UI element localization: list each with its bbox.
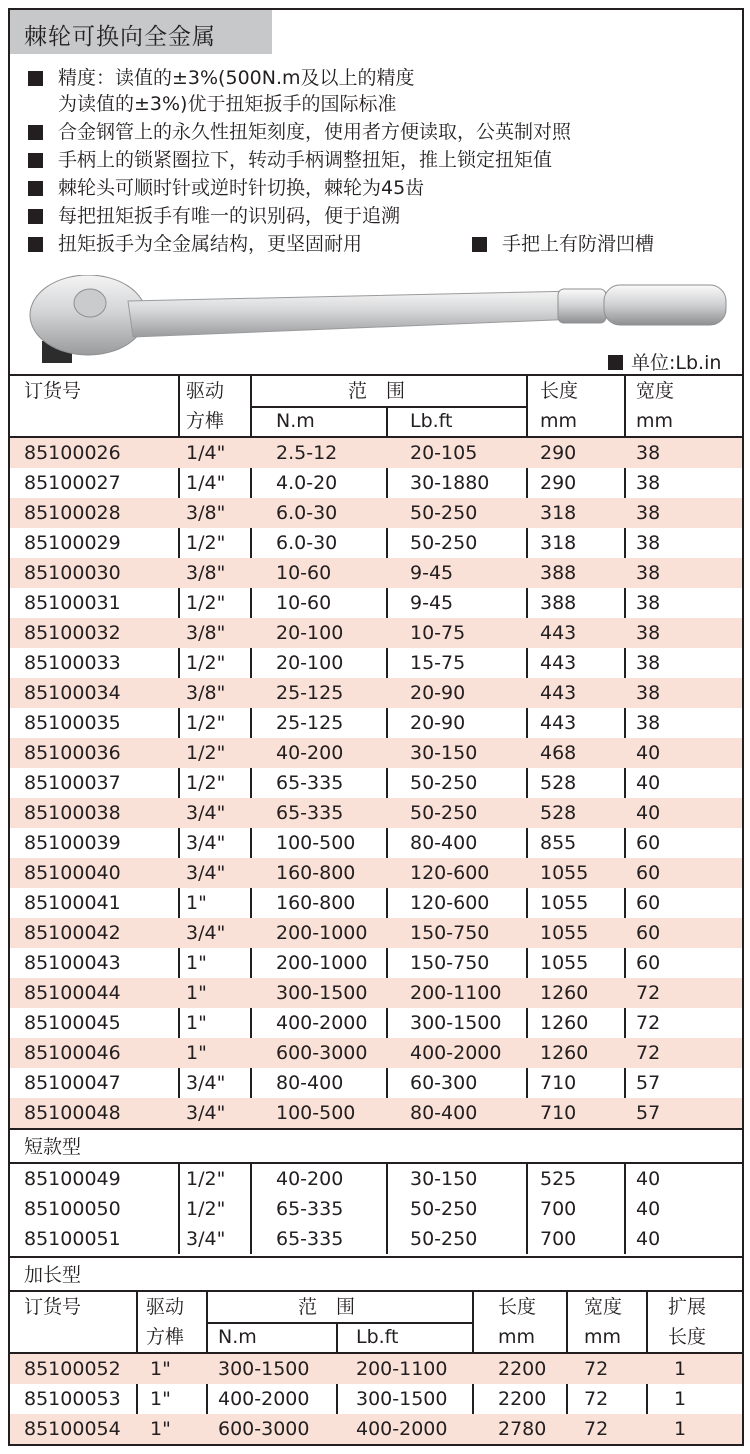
table-cell: 85100032 [24, 622, 121, 644]
table-cell: 300-1500 [410, 1012, 502, 1034]
table-cell: 3/4" [186, 862, 226, 884]
header-length-unit: mm [540, 410, 578, 432]
short-section-title: 短款型 [24, 1136, 82, 1158]
table-cell: 85100042 [24, 922, 121, 944]
table-cell: 290 [540, 472, 577, 494]
table-cell: 6.0-30 [276, 532, 338, 554]
table-cell: 400-2000 [276, 1012, 368, 1034]
table-cell: 388 [540, 592, 577, 614]
table-cell: 200-1100 [410, 982, 502, 1004]
unit-label [608, 348, 721, 375]
long-header-drive-sub: 方榫 [146, 1326, 185, 1348]
table-cell: 15-75 [410, 652, 466, 674]
table-cell: 1/2" [186, 1168, 226, 1190]
table-cell: 10-75 [410, 622, 466, 644]
long-header-order-no: 订货号 [24, 1296, 82, 1318]
table-cell: 1" [186, 952, 207, 974]
long-header-length: 长度 [498, 1296, 537, 1318]
header-drive: 驱动 [186, 380, 225, 402]
table-cell: 1/4" [186, 472, 226, 494]
long-header-width: 宽度 [584, 1296, 623, 1318]
table-cell: 57 [636, 1072, 661, 1094]
table-cell: 528 [540, 772, 577, 794]
table-cell: 85100047 [24, 1072, 121, 1094]
table-cell: 72 [584, 1418, 609, 1440]
long-header-ext: 扩展 [668, 1296, 707, 1318]
table-cell: 40 [636, 1168, 661, 1190]
table-cell: 50-250 [410, 1198, 478, 1220]
table-cell: 443 [540, 622, 577, 644]
table-cell: 57 [636, 1102, 661, 1124]
long-header-range: 范 围 [298, 1296, 356, 1318]
table-cell: 85100027 [24, 472, 121, 494]
header-length: 长度 [540, 380, 579, 402]
feature-item: 为读值的±3%)优于扭矩扳手的国际标准 [58, 93, 397, 115]
table-cell: 300-1500 [276, 982, 368, 1004]
divider [250, 1164, 252, 1254]
header-range: 范 围 [348, 380, 406, 402]
table-cell: 20-100 [276, 652, 344, 674]
table-cell: 1055 [540, 952, 589, 974]
table-cell: 85100045 [24, 1012, 121, 1034]
long-header-ext-sub: 长度 [668, 1326, 707, 1348]
table-cell: 85100041 [24, 892, 121, 914]
table-cell: 20-90 [410, 682, 466, 704]
long-section-title: 加长型 [24, 1264, 82, 1286]
bullet-icon [472, 237, 487, 252]
table-cell: 85100026 [24, 442, 121, 464]
table-cell: 700 [540, 1228, 577, 1250]
table-cell: 85100052 [24, 1358, 121, 1380]
table-cell: 1 [674, 1358, 687, 1380]
table-cell: 38 [636, 502, 661, 524]
table-cell: 3/8" [186, 622, 226, 644]
table-cell: 40 [636, 742, 661, 764]
table-cell: 120-600 [410, 862, 490, 884]
table-cell: 388 [540, 562, 577, 584]
table-cell: 40 [636, 1228, 661, 1250]
table-cell: 20-105 [410, 442, 478, 464]
long-header-nm: N.m [218, 1326, 257, 1348]
long-header-lbft: Lb.ft [356, 1326, 399, 1348]
table-cell: 525 [540, 1168, 577, 1190]
table-cell: 85100031 [24, 592, 121, 614]
table-cell: 468 [540, 742, 577, 764]
table-cell: 200-1000 [276, 922, 368, 944]
header-lbft: Lb.ft [410, 410, 453, 432]
table-cell: 150-750 [410, 952, 490, 974]
table-cell: 38 [636, 442, 661, 464]
table-cell: 60 [636, 862, 661, 884]
table-cell: 200-1000 [276, 952, 368, 974]
table-cell: 50-250 [410, 502, 478, 524]
table-cell: 1" [150, 1388, 171, 1410]
table-cell: 1055 [540, 922, 589, 944]
table-cell: 85100035 [24, 712, 121, 734]
table-cell: 60 [636, 892, 661, 914]
table-cell: 30-150 [410, 742, 478, 764]
table-cell: 3/8" [186, 682, 226, 704]
table-cell: 400-2000 [410, 1042, 502, 1064]
table-cell: 2.5-12 [276, 442, 338, 464]
table-cell: 10-60 [276, 592, 332, 614]
table-cell: 40 [636, 1198, 661, 1220]
table-cell: 1 [674, 1418, 687, 1440]
table-cell: 85100050 [24, 1198, 121, 1220]
bullet-icon [608, 355, 623, 370]
feature-item: 合金钢管上的永久性扭矩刻度，使用者方便读取，公英制对照 [58, 121, 572, 143]
bullet-icon [28, 71, 43, 86]
table-cell: 3/4" [186, 922, 226, 944]
title-bar [10, 10, 272, 54]
table-cell: 60 [636, 922, 661, 944]
table-cell: 38 [636, 682, 661, 704]
feature-item: 棘轮头可顺时针或逆时针切换，棘轮为45齿 [58, 177, 425, 199]
table-cell: 85100036 [24, 742, 121, 764]
table-cell: 710 [540, 1102, 577, 1124]
feature-item: 手柄上的锁紧圈拉下，转动手柄调整扭矩，推上锁定扭矩值 [58, 149, 553, 171]
table-cell: 38 [636, 592, 661, 614]
table-cell: 3/4" [186, 1102, 226, 1124]
table-cell: 85100039 [24, 832, 121, 854]
table-cell: 85100040 [24, 862, 121, 884]
table-cell: 85100046 [24, 1042, 121, 1064]
table-cell: 30-1880 [410, 472, 490, 494]
table-cell: 38 [636, 622, 661, 644]
bullet-icon [28, 125, 43, 140]
table-cell: 6.0-30 [276, 502, 338, 524]
header-nm: N.m [276, 410, 315, 432]
table-cell: 290 [540, 442, 577, 464]
table-cell: 85100038 [24, 802, 121, 824]
table-cell: 1260 [540, 1042, 589, 1064]
table-cell: 200-1100 [356, 1358, 448, 1380]
table-cell: 1/4" [186, 442, 226, 464]
header-width: 宽度 [636, 380, 675, 402]
table-cell: 72 [636, 1012, 661, 1034]
table-cell: 318 [540, 502, 577, 524]
page-title: 棘轮可换向全金属 [24, 24, 216, 50]
table-cell: 1055 [540, 892, 589, 914]
bullet-icon [28, 181, 43, 196]
table-cell: 1/2" [186, 742, 226, 764]
header-width-unit: mm [636, 410, 674, 432]
table-cell: 1055 [540, 862, 589, 884]
table-cell: 3/8" [186, 502, 226, 524]
table-cell: 25-125 [276, 682, 344, 704]
table-cell: 160-800 [276, 892, 356, 914]
table-cell: 80-400 [276, 1072, 344, 1094]
table-cell: 443 [540, 682, 577, 704]
divider [10, 1256, 744, 1258]
table-cell: 2780 [498, 1418, 547, 1440]
table-cell: 38 [636, 532, 661, 554]
table-cell: 65-335 [276, 802, 344, 824]
table-cell: 600-3000 [276, 1042, 368, 1064]
table-cell: 40 [636, 772, 661, 794]
divider [526, 1164, 528, 1254]
table-cell: 50-250 [410, 532, 478, 554]
table-cell: 65-335 [276, 1198, 344, 1220]
divider [10, 1290, 744, 1292]
table-cell: 85100043 [24, 952, 121, 974]
table-cell: 85100054 [24, 1418, 121, 1440]
table-cell: 1/2" [186, 1198, 226, 1220]
feature-item: 扭矩扳手为全金属结构，更坚固耐用 [58, 233, 363, 255]
long-header-width-unit: mm [584, 1326, 622, 1348]
table-cell: 150-750 [410, 922, 490, 944]
table-cell: 3/4" [186, 1072, 226, 1094]
table-cell: 9-45 [410, 592, 454, 614]
table-cell: 3/4" [186, 832, 226, 854]
table-cell: 400-2000 [356, 1418, 448, 1440]
table-cell: 2200 [498, 1388, 547, 1410]
table-cell: 443 [540, 712, 577, 734]
table-cell: 50-250 [410, 772, 478, 794]
table-cell: 72 [584, 1358, 609, 1380]
table-cell: 85100049 [24, 1168, 121, 1190]
header-drive-sub: 方榫 [186, 410, 225, 432]
table-cell: 80-400 [410, 832, 478, 854]
table-cell: 1" [186, 892, 207, 914]
table-cell: 65-335 [276, 772, 344, 794]
table-cell: 400-2000 [218, 1388, 310, 1410]
divider [10, 1128, 744, 1130]
table-cell: 1/2" [186, 772, 226, 794]
table-cell: 3/4" [186, 802, 226, 824]
bullet-icon [28, 153, 43, 168]
table-cell: 65-335 [276, 1228, 344, 1250]
table-cell: 85100044 [24, 982, 121, 1004]
product-sheet [8, 8, 744, 1446]
table-cell: 700 [540, 1198, 577, 1220]
table-cell: 443 [540, 652, 577, 674]
table-cell: 318 [540, 532, 577, 554]
table-cell: 30-150 [410, 1168, 478, 1190]
long-header-length-unit: mm [498, 1326, 536, 1348]
table-cell: 38 [636, 472, 661, 494]
table-cell: 100-500 [276, 1102, 356, 1124]
table-cell: 60-300 [410, 1072, 478, 1094]
table-cell: 20-100 [276, 622, 344, 644]
table-cell: 85100053 [24, 1388, 121, 1410]
table-cell: 3/8" [186, 562, 226, 584]
table-cell: 72 [636, 982, 661, 1004]
table-cell: 85100028 [24, 502, 121, 524]
table-cell: 1 [674, 1388, 687, 1410]
table-cell: 25-125 [276, 712, 344, 734]
table-cell: 50-250 [410, 1228, 478, 1250]
table-cell: 72 [636, 1042, 661, 1064]
table-cell: 300-1500 [356, 1388, 448, 1410]
table-cell: 710 [540, 1072, 577, 1094]
table-cell: 85100030 [24, 562, 121, 584]
table-cell: 20-90 [410, 712, 466, 734]
bullet-icon [28, 209, 43, 224]
long-header-drive: 驱动 [146, 1296, 185, 1318]
table-cell: 855 [540, 832, 577, 854]
table-cell: 1/2" [186, 712, 226, 734]
table-cell: 1/2" [186, 652, 226, 674]
table-cell: 1260 [540, 1012, 589, 1034]
unit-text: 单位:Lb.in [631, 352, 722, 374]
table-cell: 60 [636, 952, 661, 974]
table-cell: 40 [636, 802, 661, 824]
divider [624, 1164, 626, 1254]
table-cell: 300-1500 [218, 1358, 310, 1380]
table-cell: 3/4" [186, 1228, 226, 1250]
table-cell: 38 [636, 712, 661, 734]
bullet-icon [28, 237, 43, 252]
table-cell: 85100051 [24, 1228, 121, 1250]
table-cell: 1" [186, 1042, 207, 1064]
table-cell: 4.0-20 [276, 472, 338, 494]
table-cell: 1/2" [186, 592, 226, 614]
table-cell: 2200 [498, 1358, 547, 1380]
divider [178, 1164, 180, 1254]
table-cell: 600-3000 [218, 1418, 310, 1440]
header-order-no: 订货号 [24, 380, 82, 402]
table-cell: 80-400 [410, 1102, 478, 1124]
table-cell: 1/2" [186, 532, 226, 554]
table-cell: 120-600 [410, 892, 490, 914]
table-cell: 100-500 [276, 832, 356, 854]
table-cell: 40-200 [276, 742, 344, 764]
table-cell: 85100033 [24, 652, 121, 674]
feature-item: 精度：读值的±3%(500N.m及以上的精度 [58, 67, 415, 89]
feature-item: 手把上有防滑凹槽 [502, 233, 655, 255]
table-cell: 1" [150, 1418, 171, 1440]
table-cell: 1260 [540, 982, 589, 1004]
table-cell: 60 [636, 832, 661, 854]
table-cell: 1" [186, 1012, 207, 1034]
table-cell: 50-250 [410, 802, 478, 824]
table-cell: 9-45 [410, 562, 454, 584]
table-cell: 528 [540, 802, 577, 824]
table-cell: 40-200 [276, 1168, 344, 1190]
table-cell: 85100034 [24, 682, 121, 704]
table-cell: 10-60 [276, 562, 332, 584]
table-cell: 85100037 [24, 772, 121, 794]
table-cell: 160-800 [276, 862, 356, 884]
table-cell: 85100048 [24, 1102, 121, 1124]
feature-item: 每把扭矩扳手有唯一的识别码，便于追溯 [58, 205, 401, 227]
table-cell: 38 [636, 652, 661, 674]
table-cell: 1" [186, 982, 207, 1004]
table-cell: 72 [584, 1388, 609, 1410]
table-cell: 85100029 [24, 532, 121, 554]
table-cell: 38 [636, 562, 661, 584]
table-cell: 1" [150, 1358, 171, 1380]
divider [386, 1164, 388, 1254]
